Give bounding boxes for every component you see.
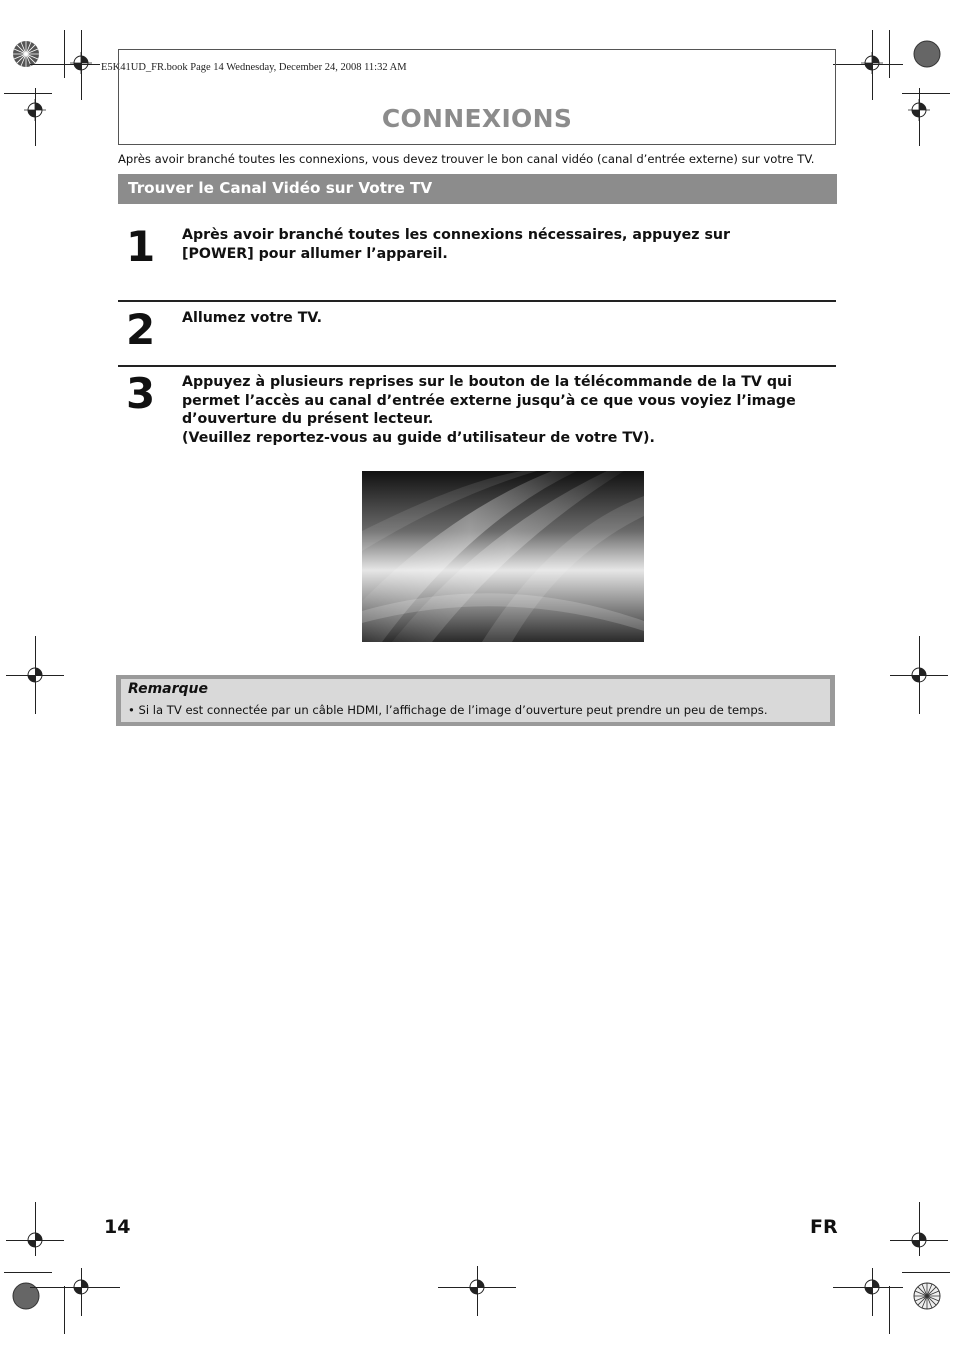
language-code: FR — [810, 1216, 838, 1238]
step-number: 1 — [126, 222, 156, 271]
note-title: Remarque — [128, 681, 209, 697]
opening-screen-image — [362, 471, 644, 642]
step-number: 2 — [126, 305, 156, 354]
registration-crosshair-icon — [466, 1276, 488, 1298]
step-line: (Veuillez reportez-vous au guide d’utilisateur de votre TV). — [182, 429, 655, 446]
registration-crosshair-icon — [908, 1229, 930, 1251]
note-bullet: • Si la TV est connectée par un câble HDMI, l’affichage de l’image d’ouverture peut prendre un peu de temps. — [128, 703, 768, 717]
page-title: CONNEXIONS — [381, 104, 573, 133]
registration-crosshair-icon — [24, 1229, 46, 1251]
step-text — [182, 309, 822, 328]
step-line: d’ouverture du présent lecteur. — [182, 411, 434, 427]
note-content — [121, 679, 830, 722]
step-number: 3 — [126, 369, 156, 418]
registration-crosshair-icon — [70, 1276, 92, 1298]
note-box — [116, 675, 835, 726]
step-divider — [118, 300, 836, 302]
section-header-bar — [118, 174, 837, 204]
step-text — [182, 226, 822, 263]
registration-star-icon — [913, 1282, 941, 1310]
step-line: permet l’accès au canal d’entrée externe jusqu’à ce que vous voyiez l’image — [182, 392, 796, 409]
registration-crosshair-icon — [908, 664, 930, 686]
step-line: [POWER] pour allumer l’appareil. — [182, 245, 448, 262]
registration-crosshair-icon — [24, 664, 46, 686]
book-info-slug: E5K41UD_FR.book Page 14 Wednesday, December 24, 2008 11:32 AM — [101, 62, 407, 73]
step-text — [182, 373, 822, 447]
registration-star-icon — [913, 40, 941, 68]
step-line: Appuyez à plusieurs reprises sur le bouton de la télécommande de la TV qui — [182, 374, 792, 390]
registration-crosshair-icon — [861, 1276, 883, 1298]
page-number: 14 — [104, 1216, 131, 1238]
step-line: Après avoir branché toutes les connexions nécessaires, appuyez sur — [182, 227, 730, 243]
step-divider — [118, 365, 836, 367]
step-line: Allumez votre TV. — [182, 310, 322, 326]
title-box — [118, 49, 836, 145]
section-title: Trouver le Canal Vidéo sur Votre TV — [128, 179, 433, 197]
intro-paragraph: Après avoir branché toutes les connexions, vous devez trouver le bon canal vidéo (canal d’entrée externe) sur votre TV. — [118, 152, 815, 166]
